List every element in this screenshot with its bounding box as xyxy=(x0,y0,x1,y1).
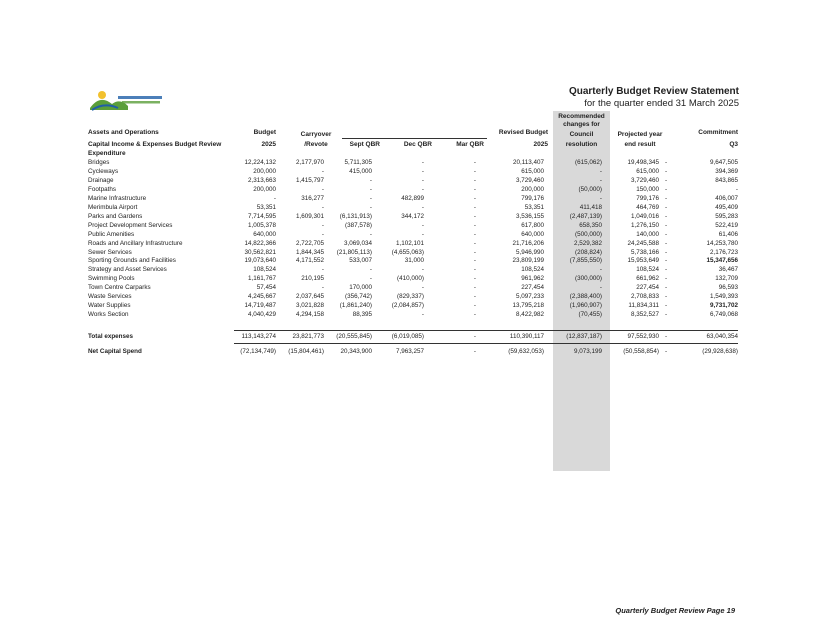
row-label: Public Amenities xyxy=(88,230,135,238)
cell-carry: 4,171,552 xyxy=(295,257,324,265)
cell-budget: 12,224,132 xyxy=(244,159,276,166)
header-revised-budget: Revised Budget xyxy=(498,129,548,136)
cell-sept: 170,000 xyxy=(349,284,372,292)
cell-dec: 1,102,101 xyxy=(395,239,424,247)
header-qbr-rule xyxy=(342,138,487,139)
cell-rec: (7,855,550) xyxy=(569,257,602,265)
cell-proj: 150,000 xyxy=(636,185,659,193)
header-rec-2: changes for xyxy=(563,121,600,128)
cell-carry: 1,609,301 xyxy=(295,212,324,220)
cell-proj: 1,276,150 xyxy=(630,221,659,229)
cell-dec: - xyxy=(421,284,424,292)
cell-revised: 200,000 xyxy=(521,185,544,193)
row-label: Footpaths xyxy=(88,185,117,193)
cell-carry: 210,195 xyxy=(301,275,324,283)
cell-sept: 3,069,034 xyxy=(343,239,372,247)
total-table xyxy=(88,333,738,342)
net-table xyxy=(88,348,738,357)
cell-proj: 464,769 xyxy=(636,203,659,211)
cell-dec: (2,084,857) xyxy=(391,302,424,310)
row-label: Cycleways xyxy=(88,167,119,175)
cell-commit: 14,253,780 xyxy=(706,239,738,247)
cell-budget: 14,822,366 xyxy=(244,239,276,247)
table-row xyxy=(88,195,738,204)
cell-mar: - xyxy=(473,266,476,274)
cell-revised: 3,536,155 xyxy=(515,212,544,220)
cell-budget: 30,562,821 xyxy=(244,248,276,256)
cell-carry: - xyxy=(321,230,324,238)
cell-dec: (410,000) xyxy=(397,275,424,283)
table-row xyxy=(88,275,738,284)
cell-budget: 14,719,487 xyxy=(244,302,276,310)
cell-dash: - xyxy=(664,248,668,256)
cell-sept: - xyxy=(369,266,372,274)
cell-dash: - xyxy=(664,203,668,211)
cell-commit: 406,007 xyxy=(715,194,738,202)
cell-dec: (4,655,063) xyxy=(391,248,424,256)
cell-dec: 344,172 xyxy=(401,212,424,220)
table-row xyxy=(88,186,738,195)
cell-rec: - xyxy=(599,167,602,175)
cell-dec: - xyxy=(421,185,424,193)
cell-revised: 5,946,990 xyxy=(515,248,544,256)
cell-dash: - xyxy=(664,257,668,265)
cell-carry: - xyxy=(321,185,324,193)
table-row xyxy=(88,266,738,275)
cell-carry: 2,722,705 xyxy=(295,239,324,247)
cell-budget: 640,000 xyxy=(253,230,276,238)
cell-dec: - xyxy=(421,311,424,319)
cell-carry: - xyxy=(321,266,324,274)
header-budget-year: 2025 xyxy=(261,141,276,148)
cell-sept: (387,578) xyxy=(345,221,372,229)
cell-dash: - xyxy=(664,167,668,175)
header-carryover: Carryover xyxy=(300,131,332,138)
cell-dash: - xyxy=(664,239,668,247)
cell-proj: 1,049,016 xyxy=(630,212,659,220)
cell-sept: - xyxy=(369,275,372,283)
cell-budget: 200,000 xyxy=(253,185,276,193)
table-row xyxy=(88,231,738,240)
council-logo xyxy=(88,86,168,114)
row-label: Works Section xyxy=(88,311,129,319)
header-rec-4: resolution xyxy=(565,141,598,148)
cell-carry: - xyxy=(321,221,324,229)
cell-budget: 1,005,378 xyxy=(247,221,276,229)
row-label: Roads and Ancillary Infrastructure xyxy=(88,239,183,247)
cell-budget: - xyxy=(273,194,276,202)
cell-commit: 2,176,723 xyxy=(709,248,738,256)
cell-rec: (615,062) xyxy=(575,159,602,166)
cell-rec: 411,418 xyxy=(579,203,602,211)
row-label: Merimbula Airport xyxy=(88,203,138,211)
row-label: Parks and Gardens xyxy=(88,212,143,220)
cell-dec: - xyxy=(421,159,424,166)
cell-proj: 3,729,460 xyxy=(630,176,659,184)
row-label: Drainage xyxy=(88,176,114,184)
cell-dash: - xyxy=(664,230,668,238)
cell-sept: (21,805,113) xyxy=(336,248,372,256)
cell-revised: 20,113,407 xyxy=(512,159,544,166)
table-row xyxy=(88,293,738,302)
cell-commit: 595,283 xyxy=(715,212,738,220)
cell-commit: 36,467 xyxy=(718,266,738,274)
cell-revised: 8,422,982 xyxy=(515,311,544,319)
cell-dec: 482,899 xyxy=(401,194,424,202)
table-row xyxy=(88,177,738,186)
cell-sept: (1,861,240) xyxy=(339,302,372,310)
cell-rec: - xyxy=(599,194,602,202)
cell-revised: 53,351 xyxy=(524,203,544,211)
cell-mar: - xyxy=(473,302,476,310)
cell-sept: 5,711,305 xyxy=(344,159,372,166)
cell-rec: (50,000) xyxy=(578,185,602,193)
cell-sept: 88,395 xyxy=(352,311,372,319)
cell-proj: 8,352,527 xyxy=(630,311,659,319)
cell-revised: 961,962 xyxy=(521,275,544,283)
cell-revised: 21,716,206 xyxy=(512,239,544,247)
cell-sept: 415,000 xyxy=(349,167,372,175)
cell-revised: 13,795,218 xyxy=(512,302,544,310)
cell-dash: - xyxy=(664,266,668,274)
header-sept-qbr: Sept QBR xyxy=(349,141,380,148)
cell-commit: 9,647,505 xyxy=(709,159,738,166)
section-expenditure: Expenditure xyxy=(88,150,126,157)
cell-dash: - xyxy=(664,176,668,184)
cell-commit: 1,549,393 xyxy=(709,293,738,301)
cell-mar: - xyxy=(473,159,476,166)
cell-dash: - xyxy=(664,293,668,301)
cell-budget: 57,454 xyxy=(256,284,276,292)
cell-dash: - xyxy=(664,311,668,319)
cell-proj: 5,738,166 xyxy=(630,248,659,256)
cell-commit: 843,865 xyxy=(715,176,738,184)
cell-sept: 533,007 xyxy=(349,257,372,265)
cell-dash: - xyxy=(664,221,668,229)
cell-budget: 108,524 xyxy=(253,266,276,274)
cell-carry: 4,294,158 xyxy=(295,311,324,319)
row-label: Sewer Services xyxy=(88,248,132,256)
budget-table xyxy=(88,159,738,320)
cell-sept: - xyxy=(369,203,372,211)
cell-rec: (1,960,907) xyxy=(569,302,602,310)
cell-carry: - xyxy=(321,167,324,175)
row-label: Waste Services xyxy=(88,293,132,301)
cell-dec: - xyxy=(421,221,424,229)
cell-carry: 316,277 xyxy=(301,194,324,202)
cell-proj: 615,000 xyxy=(636,167,659,175)
cell-carry: 2,037,645 xyxy=(295,293,324,301)
cell-rec: - xyxy=(599,266,602,274)
cell-revised: 5,097,233 xyxy=(515,293,544,301)
cell-carry: 1,415,797 xyxy=(295,176,324,184)
cell-proj: 24,245,588 xyxy=(627,239,659,247)
report-title: Quarterly Budget Review Statement xyxy=(568,86,739,97)
net-row: Net Capital Spend (72,134,749) (15,804,461) 20,343,900 7,963,257 - (59,632,053) 9,073,199 (50,558,854) - (29,928,638) xyxy=(88,348,738,355)
cell-sept: - xyxy=(369,194,372,202)
cell-dec: - xyxy=(421,266,424,274)
header-rec-1: Recommended xyxy=(558,113,605,120)
header-dec-qbr: Dec QBR xyxy=(403,141,432,148)
total-bottom-rule xyxy=(234,343,738,344)
table-row xyxy=(88,249,738,258)
cell-mar: - xyxy=(473,239,476,247)
cell-dec: - xyxy=(421,203,424,211)
cell-budget: 19,073,640 xyxy=(244,257,276,265)
table-row xyxy=(88,213,738,222)
cell-budget: 2,313,663 xyxy=(247,176,276,184)
cell-mar: - xyxy=(473,194,476,202)
cell-sept: (356,742) xyxy=(345,293,372,301)
total-row: Total expenses 113,143,274 23,821,773 (20,555,845) (6,019,085) - 110,390,117 (12,837,187) 97,552,930 - 63,040,354 xyxy=(88,333,738,340)
cell-dash: - xyxy=(664,212,668,220)
cell-revised: 615,000 xyxy=(521,167,544,175)
cell-carry: 1,844,345 xyxy=(295,248,324,256)
cell-commit: 6,749,068 xyxy=(709,311,738,319)
cell-rec: (70,455) xyxy=(578,311,602,319)
cell-budget: 1,161,767 xyxy=(247,275,276,283)
table-row xyxy=(88,311,738,320)
header-projected: Projected year xyxy=(617,131,663,138)
header-assets-ops: Assets and Operations xyxy=(88,129,159,136)
header-end-result: end result xyxy=(624,141,656,148)
row-label: Sporting Grounds and Facilities xyxy=(88,257,176,265)
cell-revised: 227,454 xyxy=(521,284,544,292)
cell-sept: - xyxy=(369,185,372,193)
header-budget: Budget xyxy=(253,129,276,136)
cell-carry: - xyxy=(321,284,324,292)
table-row xyxy=(88,257,738,266)
cell-mar: - xyxy=(473,257,476,265)
cell-commit: 61,406 xyxy=(718,230,738,238)
row-label: Water Supplies xyxy=(88,302,131,310)
cell-sept: - xyxy=(369,176,372,184)
header-capital-income: Capital Income & Expenses Budget Review xyxy=(88,141,222,148)
row-label: Swimming Pools xyxy=(88,275,135,283)
row-label: Town Centre Carparks xyxy=(88,284,151,292)
row-label: Project Development Services xyxy=(88,221,173,229)
header-revote: /Revote xyxy=(304,141,328,148)
cell-budget: 200,000 xyxy=(253,167,276,175)
cell-budget: 7,714,595 xyxy=(247,212,276,220)
cell-mar: - xyxy=(473,203,476,211)
cell-rec: (500,000) xyxy=(575,230,602,238)
header-rec-3: Council xyxy=(569,131,594,138)
table-row xyxy=(88,159,738,168)
cell-proj: 799,176 xyxy=(636,194,659,202)
cell-proj: 11,834,311 xyxy=(628,302,659,310)
cell-commit: 9,731,702 xyxy=(709,302,738,310)
cell-commit: - xyxy=(735,185,738,193)
cell-proj: 15,953,649 xyxy=(627,257,659,265)
report-subtitle: for the quarter ended 31 March 2025 xyxy=(584,98,739,109)
cell-rec: - xyxy=(599,176,602,184)
cell-proj: 19,498,345 xyxy=(627,159,659,166)
cell-commit: 394,369 xyxy=(715,167,738,175)
row-label: Strategy and Asset Services xyxy=(88,266,167,274)
cell-revised: 23,809,199 xyxy=(512,257,544,265)
cell-rec: (2,487,139) xyxy=(569,212,602,220)
page-footer: Quarterly Budget Review Page 19 xyxy=(615,606,735,615)
cell-dec: - xyxy=(421,176,424,184)
cell-budget: 4,245,667 xyxy=(247,293,276,301)
cell-commit: 96,593 xyxy=(718,284,738,292)
cell-proj: 140,000 xyxy=(636,230,659,238)
cell-rec: - xyxy=(599,284,602,292)
table-row xyxy=(88,168,738,177)
cell-carry: 3,021,828 xyxy=(295,302,324,310)
cell-dash: - xyxy=(664,159,668,166)
cell-dash: - xyxy=(664,185,668,193)
total-top-rule xyxy=(234,330,738,331)
cell-mar: - xyxy=(473,212,476,220)
cell-commit: 132,709 xyxy=(715,275,738,283)
cell-sept: - xyxy=(369,230,372,238)
cell-revised: 617,800 xyxy=(521,221,544,229)
cell-mar: - xyxy=(473,311,476,319)
cell-mar: - xyxy=(473,176,476,184)
cell-proj: 108,524 xyxy=(636,266,659,274)
header-commitment: Commitment xyxy=(698,129,738,136)
cell-mar: - xyxy=(473,230,476,238)
cell-dec: - xyxy=(421,230,424,238)
cell-revised: 799,176 xyxy=(521,194,544,202)
cell-commit: 495,409 xyxy=(715,203,738,211)
cell-revised: 640,000 xyxy=(521,230,544,238)
cell-budget: 4,040,429 xyxy=(247,311,276,319)
cell-commit: 522,419 xyxy=(715,221,738,229)
row-label: Bridges xyxy=(88,159,110,166)
cell-mar: - xyxy=(473,293,476,301)
cell-rec: (2,388,400) xyxy=(569,293,602,301)
cell-dec: - xyxy=(421,167,424,175)
cell-mar: - xyxy=(473,284,476,292)
cell-proj: 2,708,833 xyxy=(630,293,659,301)
header-q3: Q3 xyxy=(729,141,738,148)
cell-dash: - xyxy=(664,275,668,283)
cell-carry: - xyxy=(321,203,324,211)
cell-rec: (208,824) xyxy=(575,248,602,256)
header-revised-year: 2025 xyxy=(533,141,548,148)
cell-carry: 2,177,970 xyxy=(295,159,324,166)
cell-revised: 108,524 xyxy=(521,266,544,274)
cell-rec: (300,000) xyxy=(575,275,602,283)
cell-mar: - xyxy=(473,275,476,283)
table-row xyxy=(88,204,738,213)
cell-rec: 2,529,382 xyxy=(573,239,602,247)
table-row xyxy=(88,222,738,231)
cell-sept: (6,131,913) xyxy=(339,212,372,220)
cell-mar: - xyxy=(473,248,476,256)
cell-dash: - xyxy=(664,302,668,310)
cell-mar: - xyxy=(473,167,476,175)
cell-proj: 227,454 xyxy=(636,284,659,292)
cell-mar: - xyxy=(473,221,476,229)
header-mar-qbr: Mar QBR xyxy=(456,141,484,148)
cell-budget: 53,351 xyxy=(256,203,276,211)
cell-dash: - xyxy=(664,284,668,292)
cell-proj: 661,962 xyxy=(636,275,659,283)
cell-dash: - xyxy=(664,194,668,202)
cell-mar: - xyxy=(473,185,476,193)
cell-revised: 3,729,460 xyxy=(515,176,544,184)
cell-dec: (829,337) xyxy=(397,293,424,301)
table-row xyxy=(88,240,738,249)
cell-rec: 658,350 xyxy=(579,221,602,229)
cell-commit: 15,347,656 xyxy=(706,257,738,265)
cell-dec: 31,000 xyxy=(404,257,424,265)
table-row xyxy=(88,284,738,293)
table-row xyxy=(88,302,738,311)
row-label: Marine Infrastructure xyxy=(88,194,147,202)
